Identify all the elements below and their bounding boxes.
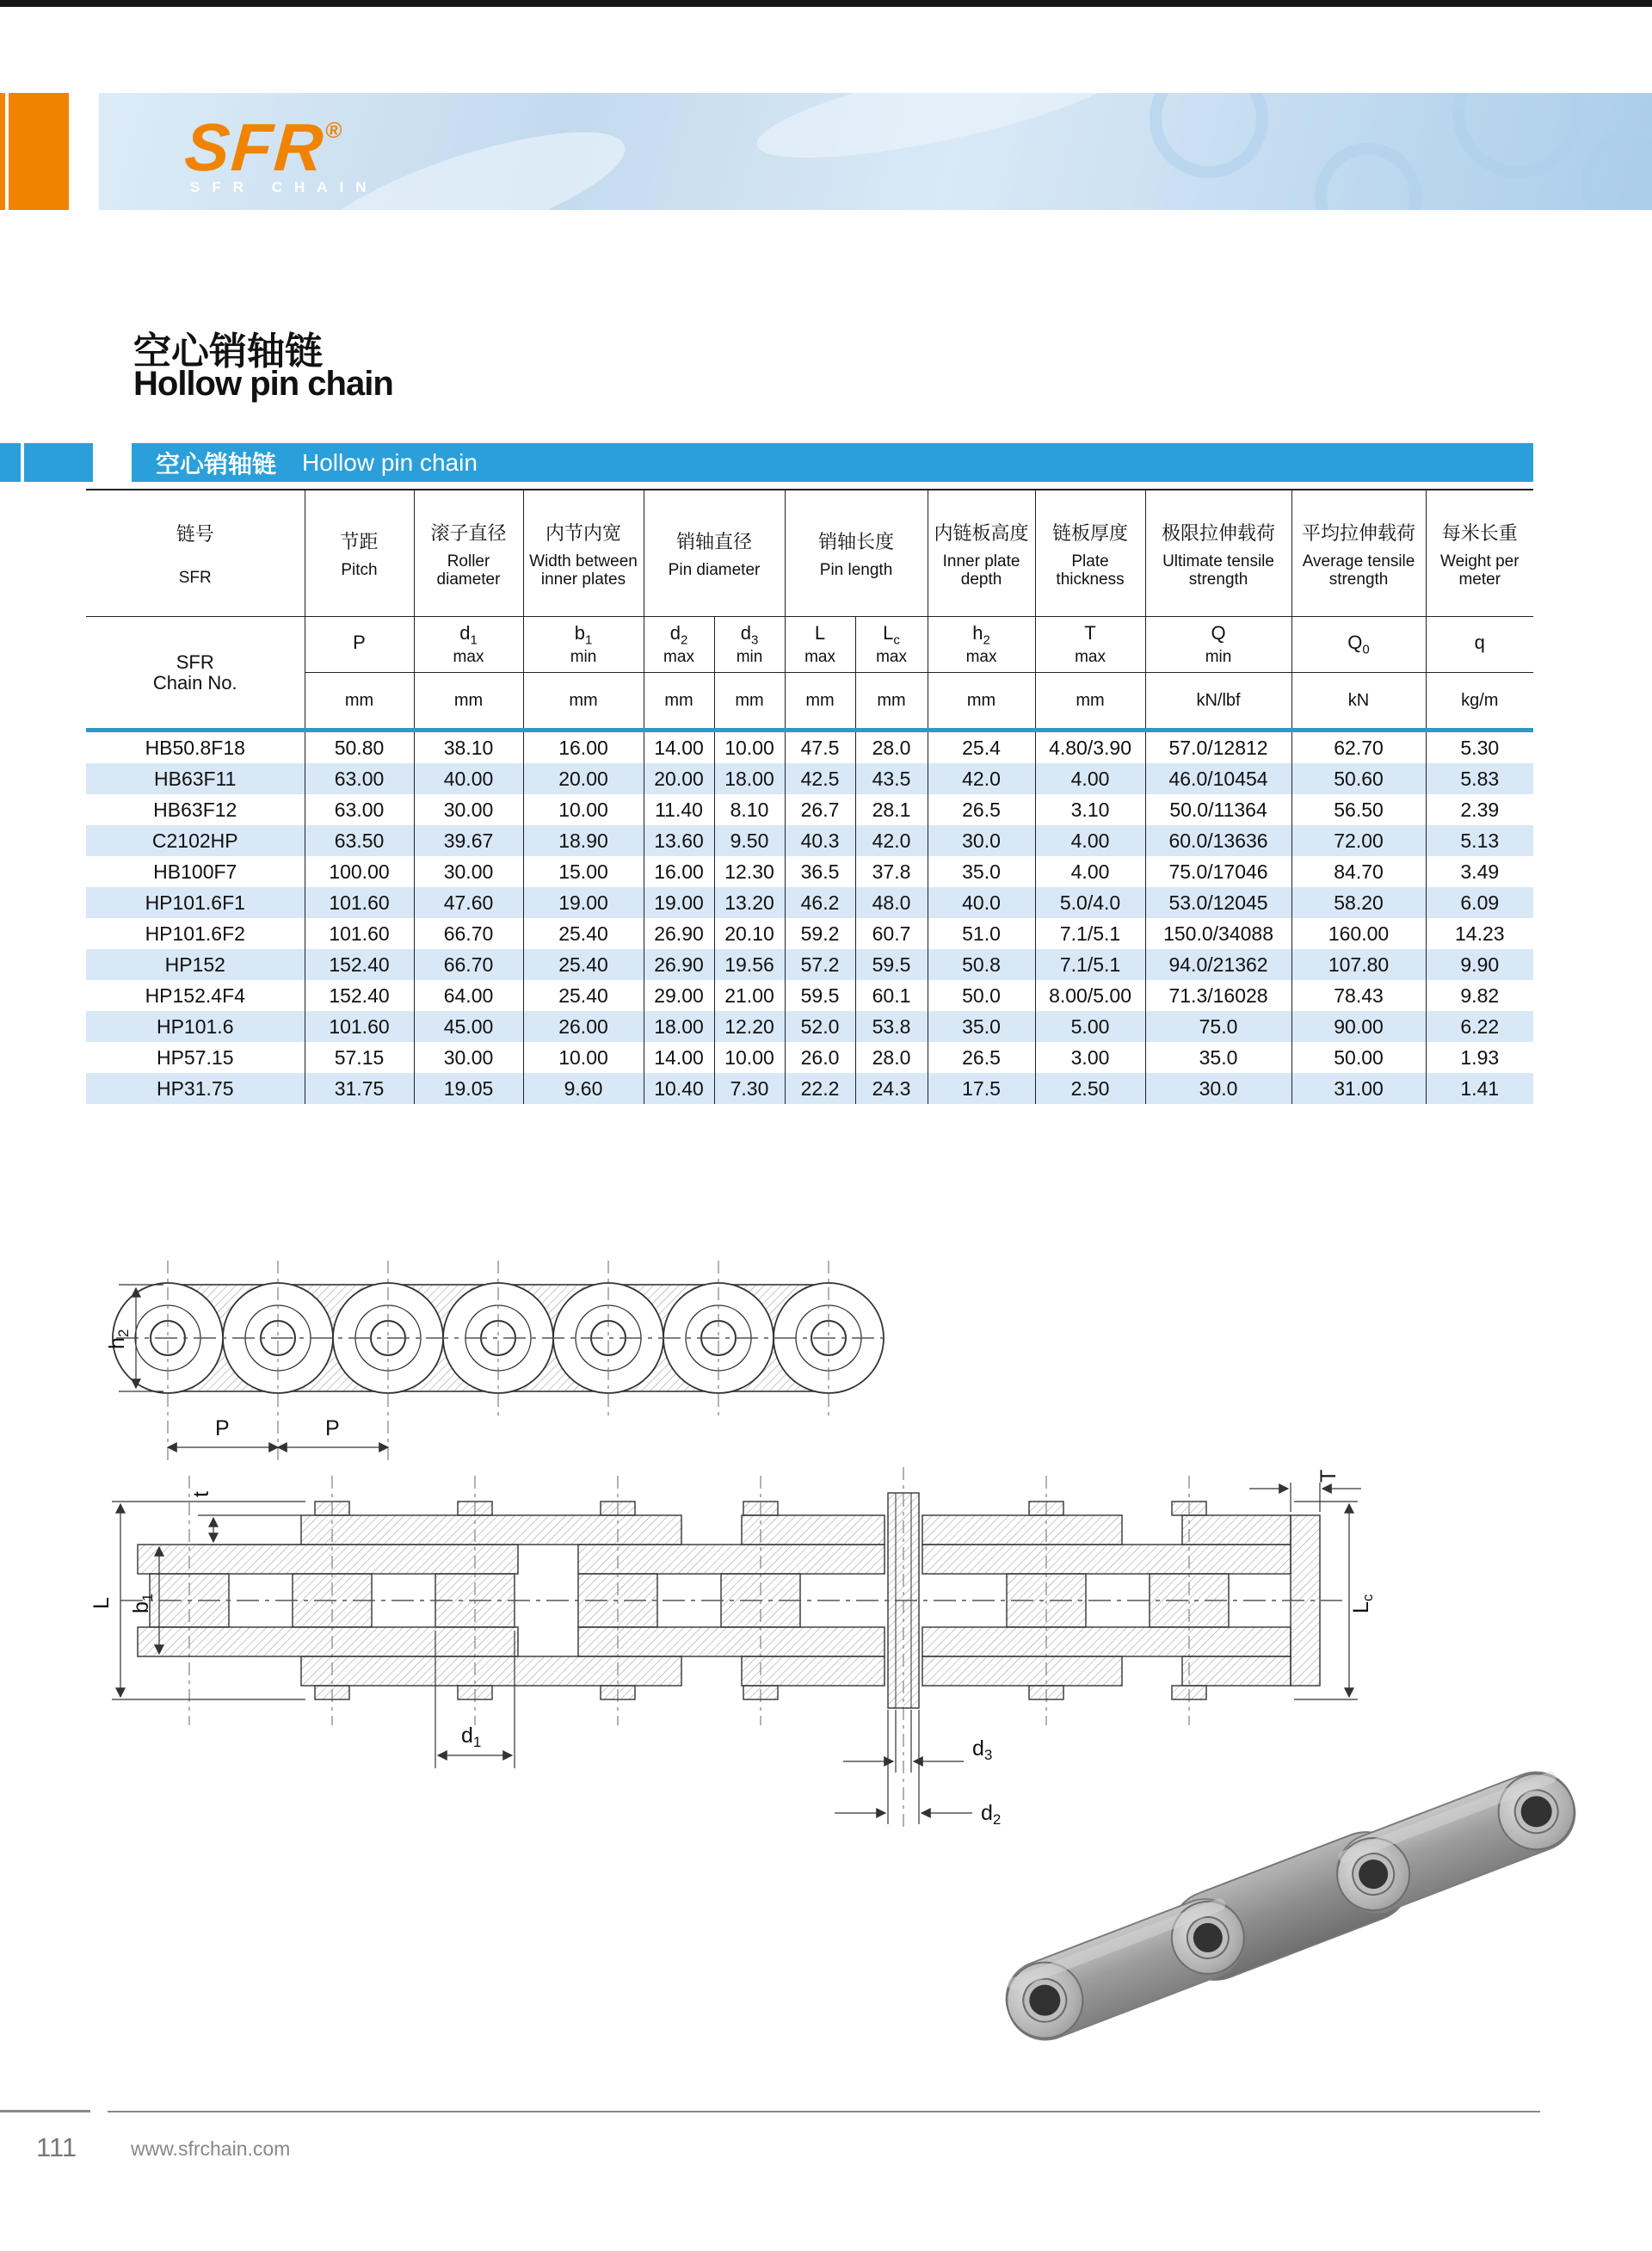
value-cell: 5.83 (1426, 763, 1533, 794)
value-cell: 16.00 (644, 856, 714, 887)
spec-table-body (86, 731, 1533, 1105)
col-header-pitch: 节距 Pitch (305, 490, 414, 617)
value-cell: 100.00 (305, 856, 414, 887)
page-title-en: Hollow pin chain (133, 365, 393, 403)
unit-cell: kg/m (1426, 673, 1533, 731)
product-photo (955, 1721, 1626, 2082)
chain-no-cell: HB63F11 (86, 763, 305, 794)
value-cell: 51.0 (928, 918, 1035, 949)
value-cell: 50.0/11364 (1145, 794, 1291, 825)
value-cell: 46.2 (785, 887, 855, 918)
value-cell: 50.0 (928, 980, 1035, 1011)
value-cell: 40.0 (928, 887, 1035, 918)
section-accent-block (24, 443, 93, 482)
dim-label-p1: P (215, 1416, 230, 1440)
table-row (86, 887, 1533, 918)
value-cell: 63.00 (305, 763, 414, 794)
unit-cell: mm (714, 673, 785, 731)
header-row-symbols (86, 617, 1533, 673)
unit-cell: mm (928, 673, 1035, 731)
value-cell: 75.0 (1145, 1011, 1291, 1042)
value-cell: 25.40 (523, 918, 644, 949)
value-cell: 75.0/17046 (1145, 856, 1291, 887)
value-cell: 9.90 (1426, 949, 1533, 980)
value-cell: 19.00 (644, 887, 714, 918)
table-row (86, 1042, 1533, 1073)
value-cell: 1.41 (1426, 1073, 1533, 1104)
value-cell: 53.8 (855, 1011, 928, 1042)
value-cell: 60.1 (855, 980, 928, 1011)
value-cell: 46.0/10454 (1145, 763, 1291, 794)
value-cell: 9.82 (1426, 980, 1533, 1011)
value-cell: 21.00 (714, 980, 785, 1011)
value-cell: 4.00 (1035, 763, 1145, 794)
chain-no-cell: HP152 (86, 949, 305, 980)
value-cell: 63.50 (305, 825, 414, 856)
table-row (86, 825, 1533, 856)
dim-label-d2: $d_2$ (981, 1801, 1002, 1828)
value-cell: 84.70 (1291, 856, 1426, 887)
value-cell: 4.80/3.90 (1035, 731, 1145, 764)
table-row (86, 918, 1533, 949)
value-cell: 107.80 (1291, 949, 1426, 980)
chain-no-cell: HB63F12 (86, 794, 305, 825)
value-cell: 57.15 (305, 1042, 414, 1073)
value-cell: 58.20 (1291, 887, 1426, 918)
diagram-side-view (103, 1230, 964, 1489)
value-cell: 6.09 (1426, 887, 1533, 918)
unit-cell: mm (855, 673, 928, 731)
symbol-Q: Q min (1145, 617, 1291, 673)
value-cell: 50.80 (305, 731, 414, 764)
value-cell: 26.90 (644, 949, 714, 980)
col-header-average-tensile: 平均拉伸载荷 Average tensile strength (1291, 490, 1426, 617)
sfr-logo: SFR® (182, 109, 343, 185)
value-cell: 43.5 (855, 763, 928, 794)
dim-label-t: t (189, 1491, 213, 1497)
value-cell: 35.0 (928, 856, 1035, 887)
value-cell: 31.75 (305, 1073, 414, 1104)
value-cell: 36.5 (785, 856, 855, 887)
value-cell: 50.60 (1291, 763, 1426, 794)
value-cell: 3.00 (1035, 1042, 1145, 1073)
value-cell: 25.4 (928, 731, 1035, 764)
value-cell: 18.00 (644, 1011, 714, 1042)
value-cell: 20.00 (523, 763, 644, 794)
dim-label-d3: $d_3$ (972, 1736, 993, 1763)
col-header-chain: 链号 SFR (86, 490, 305, 617)
footer-rule-left (0, 2110, 90, 2112)
value-cell: 26.5 (928, 1042, 1035, 1073)
value-cell: 94.0/21362 (1145, 949, 1291, 980)
value-cell: 19.56 (714, 949, 785, 980)
table-row (86, 980, 1533, 1011)
value-cell: 30.00 (414, 856, 523, 887)
value-cell: 56.50 (1291, 794, 1426, 825)
header-row-names (86, 490, 1533, 617)
value-cell: 40.3 (785, 825, 855, 856)
orange-accent-strip (0, 93, 5, 210)
value-cell: 59.5 (855, 949, 928, 980)
table-row (86, 1011, 1533, 1042)
value-cell: 25.40 (523, 949, 644, 980)
value-cell: 20.00 (644, 763, 714, 794)
value-cell: 48.0 (855, 887, 928, 918)
footer-rule (108, 2111, 1540, 2112)
registered-mark-icon: ® (324, 117, 343, 143)
value-cell: 16.00 (523, 731, 644, 764)
value-cell: 15.00 (523, 856, 644, 887)
table-row (86, 794, 1533, 825)
value-cell: 90.00 (1291, 1011, 1426, 1042)
value-cell: 5.00 (1035, 1011, 1145, 1042)
value-cell: 53.0/12045 (1145, 887, 1291, 918)
value-cell: 57.2 (785, 949, 855, 980)
col-header-inner-width: 内节内宽 Width between inner plates (523, 490, 644, 617)
col-header-pin-diameter: 销轴直径 Pin diameter (644, 490, 785, 617)
value-cell: 101.60 (305, 918, 414, 949)
chain-no-cell: HP101.6F1 (86, 887, 305, 918)
unit-cell: mm (523, 673, 644, 731)
dim-label-L: L (89, 1597, 114, 1609)
value-cell: 19.00 (523, 887, 644, 918)
value-cell: 31.00 (1291, 1073, 1426, 1104)
value-cell: 22.2 (785, 1073, 855, 1104)
value-cell: 5.13 (1426, 825, 1533, 856)
chain-no-cell: HP101.6 (86, 1011, 305, 1042)
value-cell: 59.5 (785, 980, 855, 1011)
value-cell: 17.5 (928, 1073, 1035, 1104)
value-cell: 62.70 (1291, 731, 1426, 764)
value-cell: 18.00 (714, 763, 785, 794)
col-header-weight: 每米长重 Weight per meter (1426, 490, 1533, 617)
symbol-Q0: $Q_0$ (1291, 617, 1426, 673)
value-cell: 50.8 (928, 949, 1035, 980)
chain-no-cell: C2102HP (86, 825, 305, 856)
value-cell: 5.30 (1426, 731, 1533, 764)
dim-label-T: T (1316, 1469, 1341, 1483)
value-cell: 28.0 (855, 1042, 928, 1073)
value-cell: 26.00 (523, 1011, 644, 1042)
col-header-inner-plate-depth: 内链板高度 Inner plate depth (928, 490, 1035, 617)
value-cell: 26.90 (644, 918, 714, 949)
chain-no-cell: HB50.8F18 (86, 731, 305, 764)
symbol-d3: $d_3$ min (714, 617, 785, 673)
col-header-pin-length: 销轴长度 Pin length (785, 490, 928, 617)
value-cell: 47.5 (785, 731, 855, 764)
symbol-b1: $b_1$ min (523, 617, 644, 673)
col-header-ultimate-tensile: 极限拉伸载荷 Ultimate tensile strength (1145, 490, 1291, 617)
value-cell: 26.5 (928, 794, 1035, 825)
value-cell: 14.00 (644, 1042, 714, 1073)
value-cell: 150.0/34088 (1145, 918, 1291, 949)
unit-cell: mm (644, 673, 714, 731)
value-cell: 28.1 (855, 794, 928, 825)
value-cell: 42.0 (928, 763, 1035, 794)
dim-label-d1: $d_1$ (461, 1724, 482, 1750)
value-cell: 30.00 (414, 1042, 523, 1073)
value-cell: 45.00 (414, 1011, 523, 1042)
chain-no-subheader: SFR Chain No. (86, 617, 305, 731)
value-cell: 13.60 (644, 825, 714, 856)
value-cell: 42.0 (855, 825, 928, 856)
brand-banner (99, 93, 1652, 210)
value-cell: 14.00 (644, 731, 714, 764)
value-cell: 12.30 (714, 856, 785, 887)
chain-no-cell: HP101.6F2 (86, 918, 305, 949)
value-cell: 66.70 (414, 949, 523, 980)
value-cell: 40.00 (414, 763, 523, 794)
dim-label-Lc: $L_c$ (1349, 1594, 1376, 1613)
chain-no-cell: HP57.15 (86, 1042, 305, 1073)
top-rule (0, 0, 1652, 7)
value-cell: 47.60 (414, 887, 523, 918)
table-row (86, 949, 1533, 980)
value-cell: 64.00 (414, 980, 523, 1011)
value-cell: 9.60 (523, 1073, 644, 1104)
value-cell: 160.00 (1291, 918, 1426, 949)
value-cell: 60.0/13636 (1145, 825, 1291, 856)
value-cell: 13.20 (714, 887, 785, 918)
dim-label-p2: P (325, 1416, 340, 1440)
symbol-q: q (1426, 617, 1533, 673)
value-cell: 101.60 (305, 887, 414, 918)
dim-label-b1: $b_1$ (129, 1593, 156, 1613)
section-banner-zh: 空心销轴链 (156, 450, 277, 478)
value-cell: 52.0 (785, 1011, 855, 1042)
unit-cell: mm (414, 673, 523, 731)
value-cell: 10.00 (714, 1042, 785, 1073)
value-cell: 10.40 (644, 1073, 714, 1104)
symbol-L: L max (785, 617, 855, 673)
symbol-Lc: $L_c$ max (855, 617, 928, 673)
value-cell: 37.8 (855, 856, 928, 887)
unit-cell: kN (1291, 673, 1426, 731)
symbol-T: T max (1035, 617, 1145, 673)
value-cell: 1.93 (1426, 1042, 1533, 1073)
value-cell: 8.00/5.00 (1035, 980, 1145, 1011)
value-cell: 25.40 (523, 980, 644, 1011)
value-cell: 78.43 (1291, 980, 1426, 1011)
table-row (86, 731, 1533, 764)
section-accent-strip (0, 443, 21, 482)
value-cell: 10.00 (714, 731, 785, 764)
value-cell: 3.49 (1426, 856, 1533, 887)
value-cell: 7.30 (714, 1073, 785, 1104)
website-url: www.sfrchain.com (131, 2137, 291, 2160)
unit-cell: mm (785, 673, 855, 731)
section-banner (132, 443, 1533, 482)
col-header-roller-diameter: 滚子直径 Roller diameter (414, 490, 523, 617)
value-cell: 14.23 (1426, 918, 1533, 949)
value-cell: 42.5 (785, 763, 855, 794)
symbol-d2: $d_2$ max (644, 617, 714, 673)
value-cell: 4.00 (1035, 825, 1145, 856)
value-cell: 26.7 (785, 794, 855, 825)
value-cell: 5.0/4.0 (1035, 887, 1145, 918)
value-cell: 7.1/5.1 (1035, 918, 1145, 949)
symbol-d1: $d_1$ max (414, 617, 523, 673)
symbol-P: P (305, 617, 414, 673)
value-cell: 66.70 (414, 918, 523, 949)
table-row (86, 763, 1533, 794)
value-cell: 60.7 (855, 918, 928, 949)
value-cell: 59.2 (785, 918, 855, 949)
page-number: 111 (36, 2132, 77, 2162)
page-title-zh: 空心销轴链 (133, 330, 323, 373)
chain-no-cell: HB100F7 (86, 856, 305, 887)
value-cell: 6.22 (1426, 1011, 1533, 1042)
table-row (86, 856, 1533, 887)
value-cell: 24.3 (855, 1073, 928, 1104)
value-cell: 57.0/12812 (1145, 731, 1291, 764)
value-cell: 28.0 (855, 731, 928, 764)
value-cell: 26.0 (785, 1042, 855, 1073)
value-cell: 38.10 (414, 731, 523, 764)
value-cell: 7.1/5.1 (1035, 949, 1145, 980)
unit-cell: mm (305, 673, 414, 731)
value-cell: 18.90 (523, 825, 644, 856)
unit-cell: kN/lbf (1145, 673, 1291, 731)
value-cell: 152.40 (305, 949, 414, 980)
value-cell: 50.00 (1291, 1042, 1426, 1073)
chain-no-cell: HP31.75 (86, 1073, 305, 1104)
value-cell: 30.0 (1145, 1073, 1291, 1104)
value-cell: 152.40 (305, 980, 414, 1011)
chain-no-cell: HP152.4F4 (86, 980, 305, 1011)
value-cell: 72.00 (1291, 825, 1426, 856)
value-cell: 30.00 (414, 794, 523, 825)
symbol-h2: $h_2$ max (928, 617, 1035, 673)
value-cell: 19.05 (414, 1073, 523, 1104)
value-cell: 3.10 (1035, 794, 1145, 825)
value-cell: 30.0 (928, 825, 1035, 856)
value-cell: 8.10 (714, 794, 785, 825)
value-cell: 10.00 (523, 1042, 644, 1073)
dim-label-h2: $h_2$ (105, 1329, 132, 1349)
section-banner-en: Hollow pin chain (302, 448, 478, 476)
value-cell: 12.20 (714, 1011, 785, 1042)
value-cell: 2.50 (1035, 1073, 1145, 1104)
value-cell: 10.00 (523, 794, 644, 825)
value-cell: 29.00 (644, 980, 714, 1011)
value-cell: 71.3/16028 (1145, 980, 1291, 1011)
brand-tagline: SFR CHAIN (190, 179, 379, 195)
value-cell: 39.67 (414, 825, 523, 856)
value-cell: 35.0 (928, 1011, 1035, 1042)
value-cell: 20.10 (714, 918, 785, 949)
col-header-plate-thickness: 链板厚度 Plate thickness (1035, 490, 1145, 617)
unit-cell: mm (1035, 673, 1145, 731)
value-cell: 11.40 (644, 794, 714, 825)
value-cell: 63.00 (305, 794, 414, 825)
spec-table (86, 489, 1533, 1104)
value-cell: 2.39 (1426, 794, 1533, 825)
value-cell: 35.0 (1145, 1042, 1291, 1073)
value-cell: 4.00 (1035, 856, 1145, 887)
value-cell: 9.50 (714, 825, 785, 856)
value-cell: 101.60 (305, 1011, 414, 1042)
table-row (86, 1073, 1533, 1104)
orange-accent-block (9, 93, 69, 210)
